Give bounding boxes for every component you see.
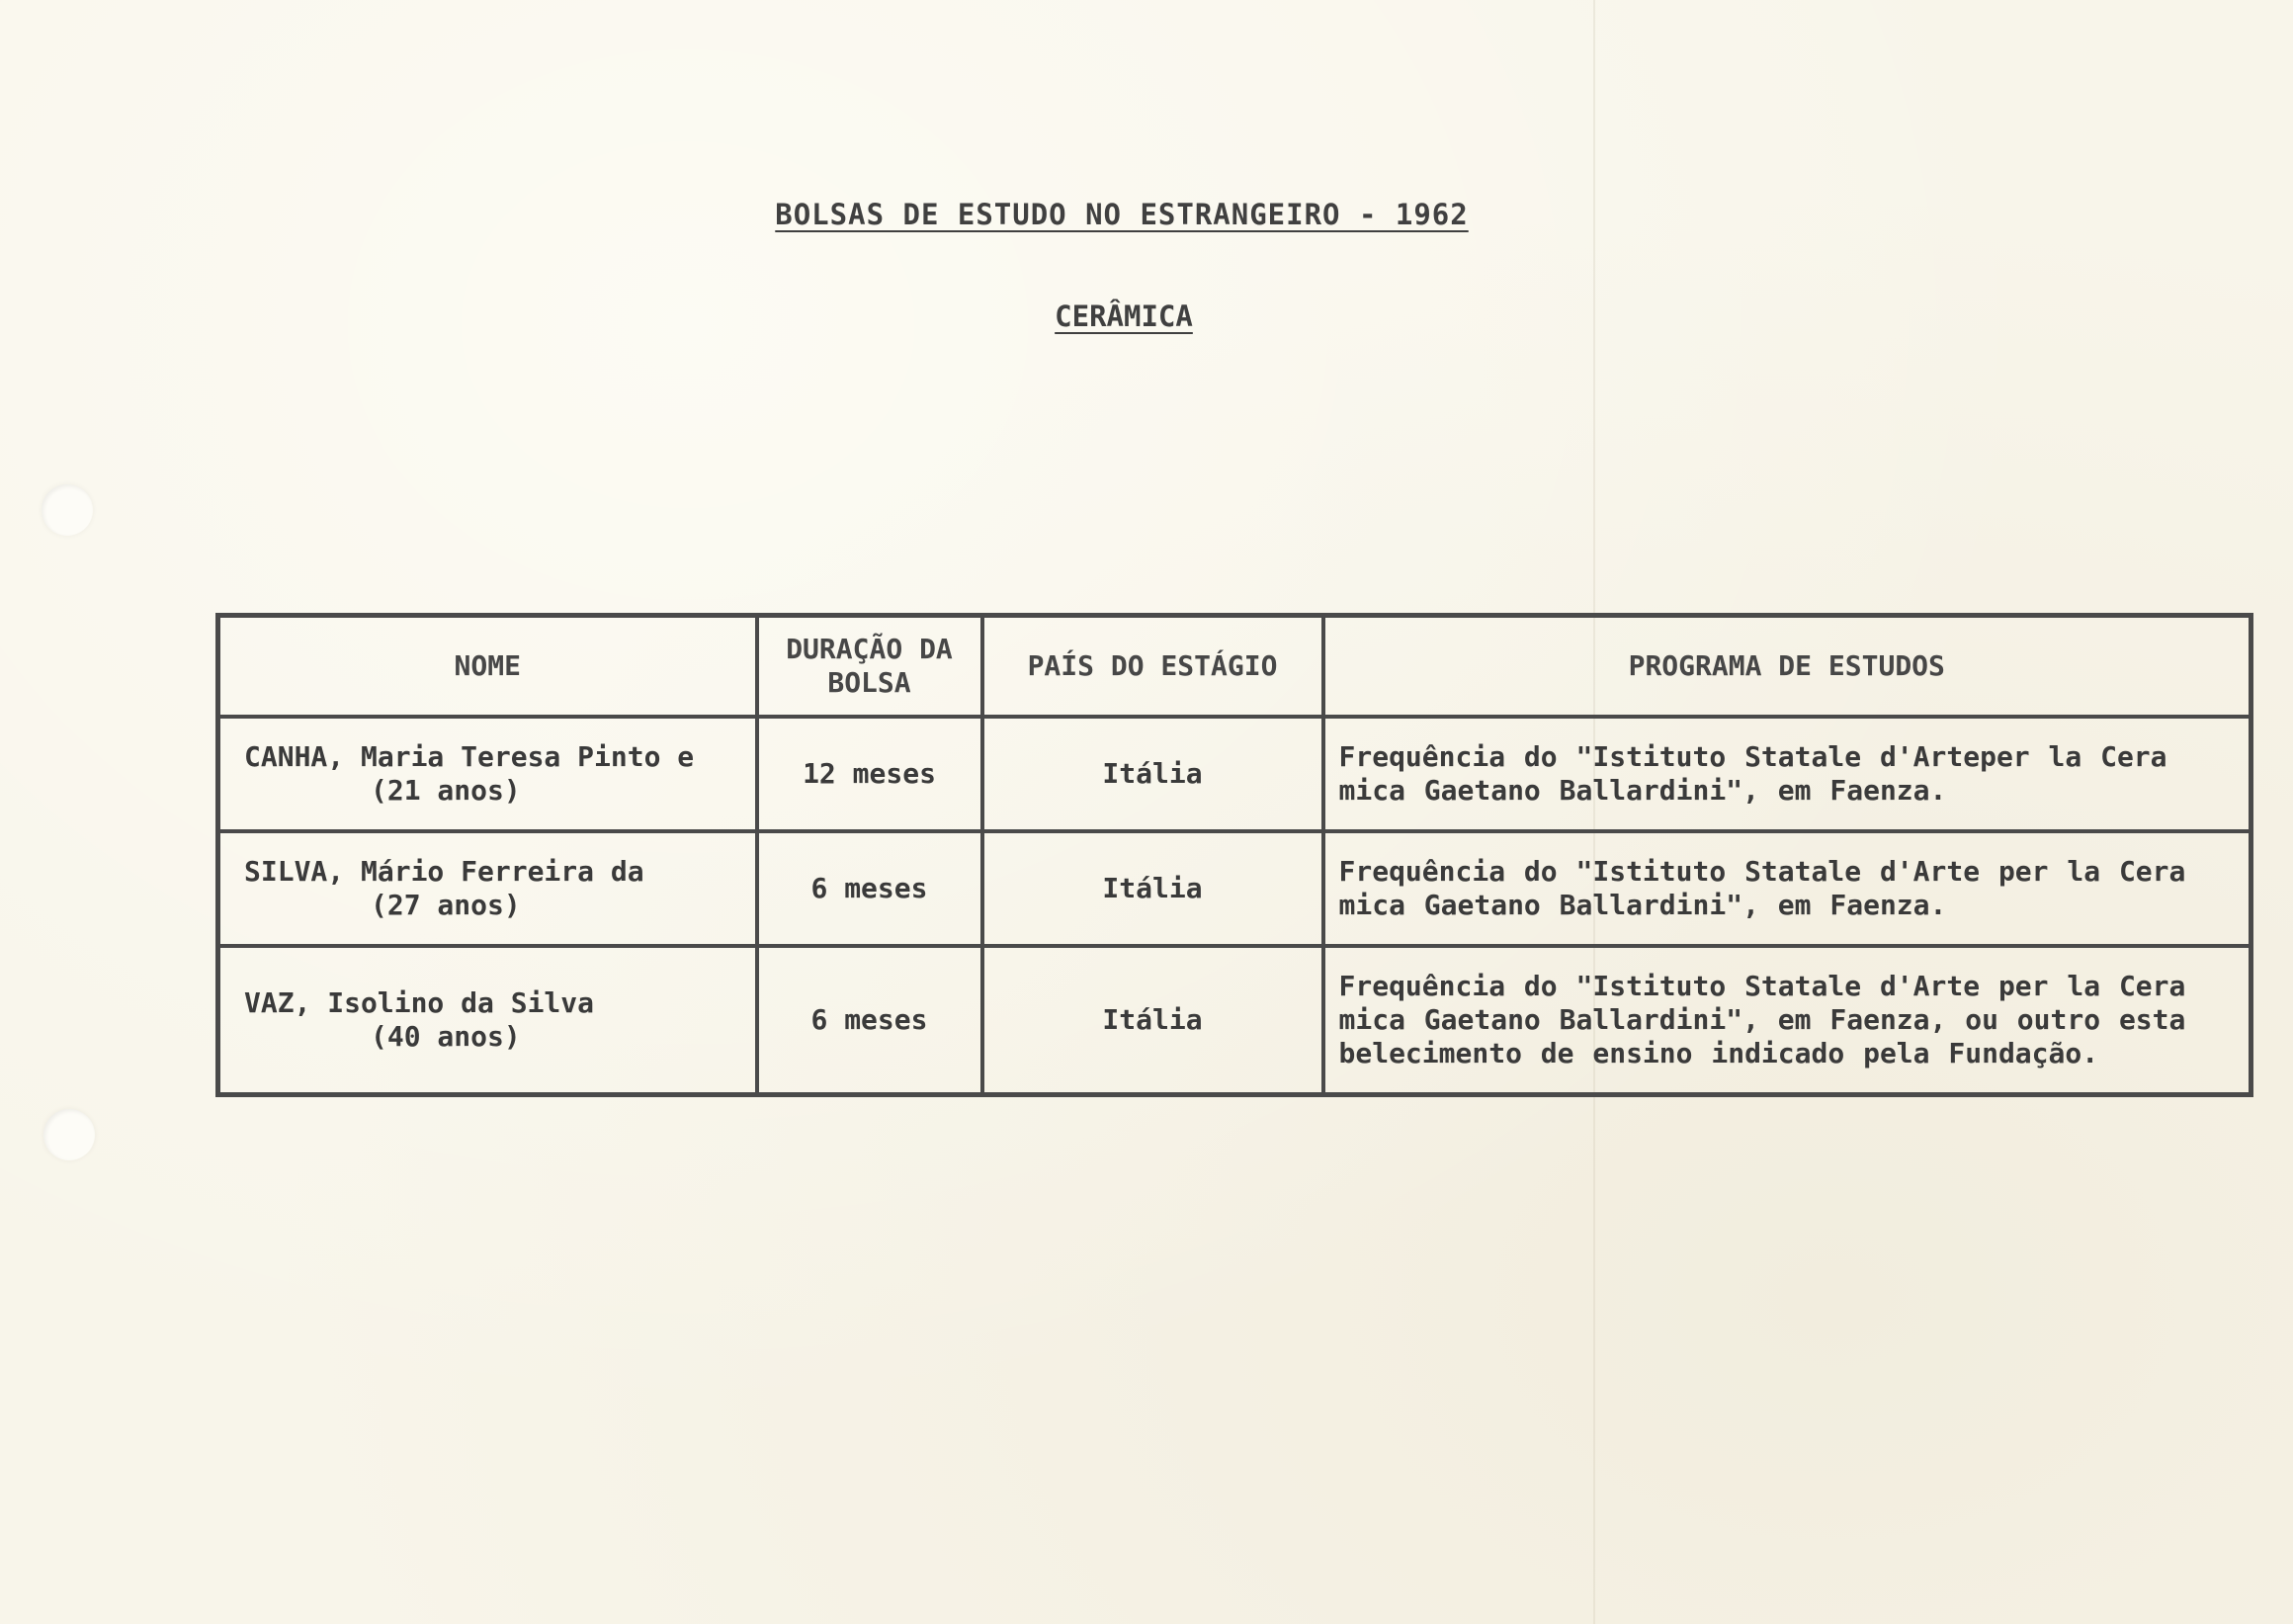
- person-age: (21 anos): [371, 774, 521, 807]
- punch-hole: [42, 484, 93, 536]
- name-cell: [218, 946, 757, 1095]
- country-cell: Itália: [982, 831, 1323, 946]
- document-title: BOLSAS DE ESTUDO NO ESTRANGEIRO - 1962: [775, 198, 1469, 231]
- name-cell: [218, 717, 757, 831]
- duration-cell: 6 meses: [757, 946, 982, 1095]
- header-name: NOME: [218, 616, 757, 718]
- program-cell: Frequência do "Istituto Statale d'Arte per la Cera mica Gaetano Ballardini", em Faenza.: [1323, 831, 2251, 946]
- duration-cell: 12 meses: [757, 717, 982, 831]
- header-country: PAÍS DO ESTÁGIO: [982, 616, 1323, 718]
- punch-hole: [43, 1109, 95, 1160]
- header-duration: DURAÇÃO DA BOLSA: [757, 616, 982, 718]
- country-cell: Itália: [982, 946, 1323, 1095]
- person-name: SILVA, Mário Ferreira da: [244, 855, 644, 888]
- person-name: VAZ, Isolino da Silva: [244, 986, 595, 1019]
- country-cell: Itália: [982, 717, 1323, 831]
- person-name: CANHA, Maria Teresa Pinto e: [244, 740, 695, 773]
- program-cell: Frequência do "Istituto Statale d'Arte per la Cera mica Gaetano Ballardini", em Faenza, ou outro esta belecimento de ensino indicado pela Fundação.: [1323, 946, 2251, 1095]
- name-cell: [218, 831, 757, 946]
- table-row: [218, 946, 2251, 1095]
- table-row: [218, 717, 2251, 831]
- program-cell: Frequência do "Istituto Statale d'Arteper la Cera mica Gaetano Ballardini", em Faenza.: [1323, 717, 2251, 831]
- header-program: PROGRAMA DE ESTUDOS: [1323, 616, 2251, 718]
- document-subtitle: CERÂMICA: [1055, 299, 1193, 333]
- duration-cell: 6 meses: [757, 831, 982, 946]
- table-header-row: [218, 616, 2251, 718]
- scholarship-table: [215, 613, 2253, 1097]
- person-age: (27 anos): [371, 889, 521, 921]
- person-age: (40 anos): [371, 1020, 521, 1053]
- table-row: [218, 831, 2251, 946]
